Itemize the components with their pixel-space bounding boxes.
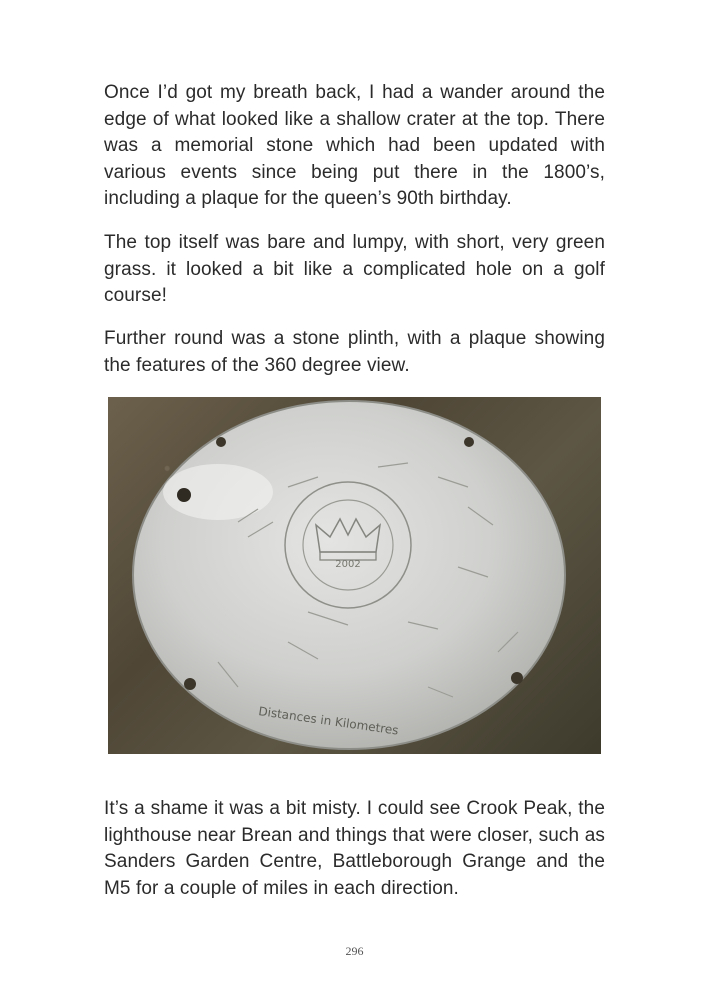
plaque-disc — [133, 401, 565, 749]
page-number: 296 — [345, 944, 364, 958]
paragraph-4: It’s a shame it was a bit misty. I could see Crook Peak, the lighthouse near Brean and things that were closer, such as Sanders Garden Centre, Battleborough Grange and the M5 for a couple of miles in each direction. — [104, 798, 605, 899]
plaque-caption-text: Distances in Kilometres — [257, 704, 400, 738]
plaque-illustration — [108, 397, 601, 754]
paragraph-1: Once I’d got my breath back, I had a wander around the edge of what looked like a shallow crater at the top. There was a memorial stone which had been updated with various events since being put there in the 1800’s, including a plaque for the queen’s 90th birthday. — [104, 82, 605, 209]
plaque-year-text: 2002 — [335, 559, 361, 570]
paragraph-3: Further round was a stone plinth, with a plaque showing the features of the 360 degree view. — [104, 328, 605, 376]
bolt-icon — [184, 678, 196, 690]
paragraph-2: The top itself was bare and lumpy, with short, very green grass. it looked a bit like a complicated hole on a golf course! — [104, 232, 605, 306]
bolt-icon — [511, 672, 523, 684]
bolt-icon — [464, 437, 474, 447]
bolt-icon — [216, 437, 226, 447]
plaque-photo — [108, 397, 601, 754]
